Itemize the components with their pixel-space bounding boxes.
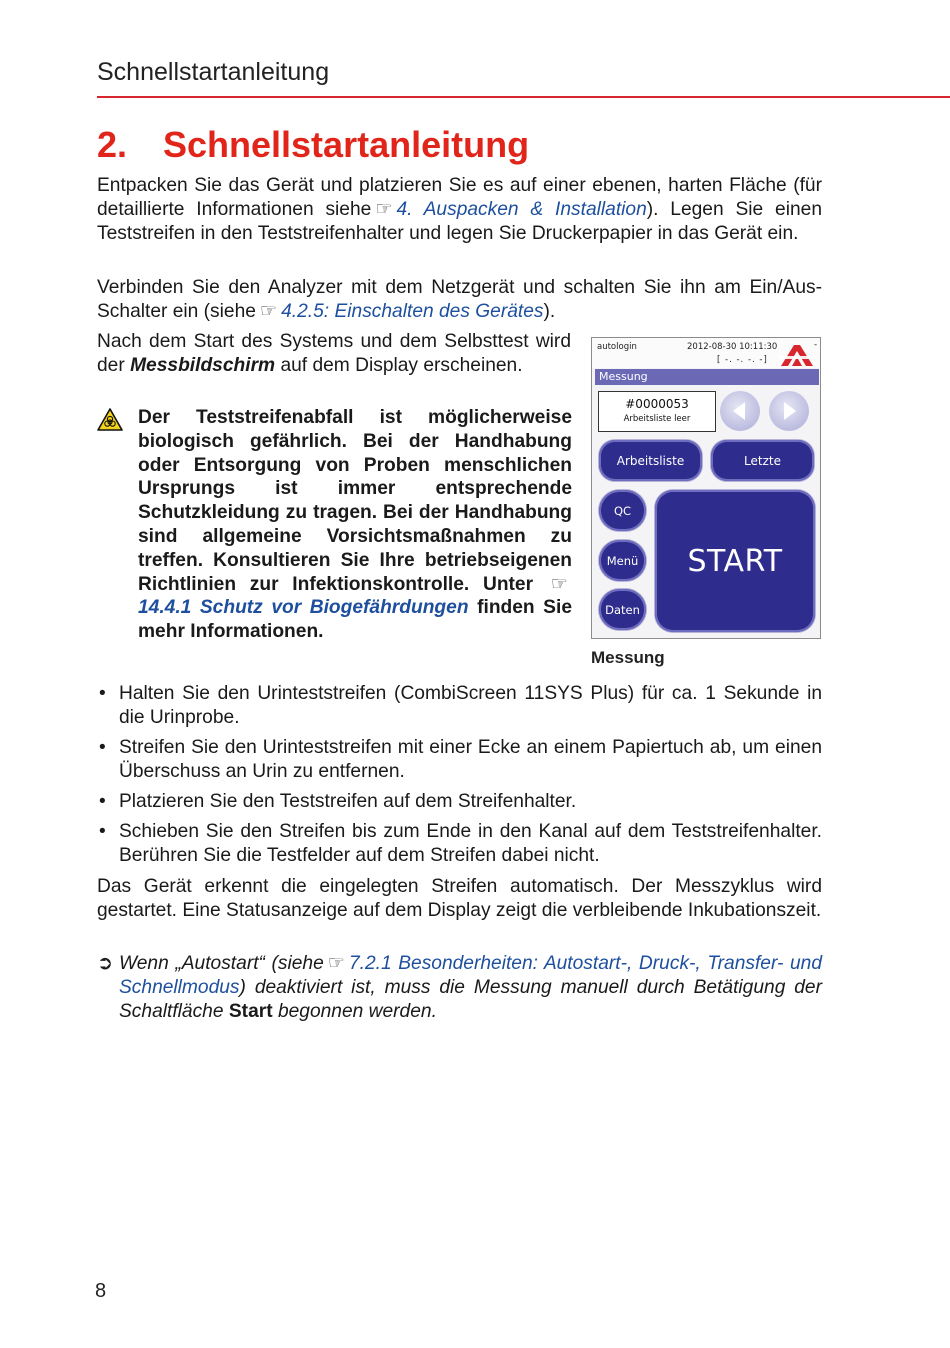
warning-body: Der Teststreifenabfall ist möglicherweise biologisch gefährlich. Bei der Handhabung oder Entsorgung von Proben menschlichen Ursprungs ist immer entsprechende Schutzkleidung zu tragen. Bei der Handhabung sind allgemeine Vorsichtsmaßnahmen zu treffen. Konsultieren Sie Ihre betriebseigenen Richtlinien zur Infektionskontrolle. Unter [138, 407, 572, 595]
para1-text-after: ). Legen Sie einen Teststreifen in den Teststreifenhalter und legen Sie Druckerpapier in das Gerät ein. [97, 199, 822, 244]
chapter-title [97, 124, 529, 166]
measurement-screen-term: Messbildschirm [130, 355, 276, 376]
list-item [97, 682, 822, 730]
arrow-left-icon [728, 399, 752, 423]
device-caption: Messung [591, 648, 665, 667]
start-button[interactable]: START [655, 490, 815, 632]
para1-text: Entpacken Sie das Gerät und platzieren Sie es auf einer ebenen, harten Fläche (für detaillierte Informationen siehe [97, 175, 822, 220]
qc-button[interactable]: QC [599, 490, 646, 531]
list-item-text: Halten Sie den Urinteststreifen (CombiScreen 11SYS Plus) für ca. 1 Sekunde in die Urinprobe. [119, 683, 822, 728]
para3-text: Nach dem Start des Systems und dem Selbsttest wird der [97, 331, 571, 376]
page-number: 8 [95, 1280, 107, 1302]
running-header: Schnellstartanleitung [97, 58, 330, 86]
note-body-after: begonnen werden. [277, 1001, 437, 1022]
sample-id: #0000053 [625, 397, 689, 411]
link-power-on[interactable]: 4.2.5: Einschalten des Gerätes [281, 301, 544, 322]
chapter-title-text: Schnellstartanleitung [163, 124, 530, 165]
pointing-hand-icon: ☞ [327, 953, 345, 974]
previous-arrow-button[interactable] [720, 391, 760, 431]
device-screenshot [591, 337, 821, 639]
worklist-button[interactable]: Arbeitsliste [599, 440, 702, 481]
device-status-bar [592, 338, 820, 368]
menu-button[interactable]: Menü [599, 540, 646, 581]
chapter-number: 2. [97, 124, 128, 165]
startup-paragraph [97, 330, 571, 378]
next-arrow-button[interactable] [769, 391, 809, 431]
link-biohazard-protection[interactable]: 14.4.1 Schutz vor Biogefährdungen [138, 597, 469, 619]
list-item-text: Schieben Sie den Streifen bis zum Ende in den Kanal auf dem Teststreifenhalter. Berühren Sie die Testfelder auf dem Streifen dabei nicht. [119, 821, 822, 866]
device-dash: - [814, 340, 818, 350]
link-unpacking-installation[interactable]: 4. Auspacken & Installation [396, 199, 647, 220]
auto-detect-paragraph: Das Gerät erkennt die eingelegten Streifen automatisch. Der Messzyklus wird gestartet. Eine Statusanzeige auf dem Display zeigt die verbleibende Inkubationszeit. [97, 876, 822, 921]
list-item [97, 790, 822, 814]
intro-paragraph [97, 174, 822, 246]
brand-logo-icon [779, 343, 815, 367]
sample-id-box [598, 391, 716, 432]
pointing-hand-icon: ☞ [550, 573, 568, 595]
list-item [97, 736, 822, 784]
list-item-text: Platzieren Sie den Teststreifen auf dem Streifenhalter. [119, 791, 577, 812]
list-item [97, 820, 822, 868]
para2-text-after: ). [543, 301, 556, 322]
para3-text-after: auf dem Display erscheinen. [280, 355, 523, 376]
para2-text: Verbinden Sie den Analyzer mit dem Netzgerät und schalten Sie ihn am Ein/Aus-Schalter ein (siehe [97, 277, 822, 322]
pointing-hand-icon: ☞ [259, 301, 278, 322]
warning-body-after: finden Sie mehr Informationen. [138, 597, 572, 643]
bullet-dot: • [99, 737, 106, 758]
data-button[interactable]: Daten [599, 589, 646, 630]
header-rule [97, 96, 950, 98]
note-body: Wenn „Autostart“ (siehe [119, 953, 324, 974]
connect-paragraph [97, 276, 822, 324]
warning-text [138, 406, 572, 644]
bullet-dot: • [99, 791, 106, 812]
start-term: Start [228, 1001, 273, 1022]
device-datetime: 2012-08-30 10:11:30 [687, 342, 778, 352]
device-status-brackets: [ -. -. -. -] [717, 355, 768, 365]
note-text [97, 952, 822, 1024]
arrow-right-icon [777, 399, 801, 423]
worklist-status: Arbeitsliste leer [623, 414, 691, 424]
device-screen-title: Messung [595, 369, 819, 385]
device-user: autologin [597, 342, 637, 352]
biohazard-icon [97, 408, 123, 431]
link-autostart-modes[interactable]: 7.2.1 Besonderheiten: Autostart-, Druck-, Transfer- und Schnellmodus [119, 953, 822, 998]
last-button[interactable]: Letzte [711, 440, 814, 481]
bullet-dot: • [99, 821, 106, 842]
list-item-text: Streifen Sie den Urinteststreifen mit einer Ecke an einem Papiertuch ab, um einen Überschuss an Urin zu entfernen. [119, 737, 822, 782]
pointing-hand-icon: ☞ [375, 199, 393, 220]
note-body-middle: ) deaktiviert ist, muss die Messung manuell durch Betätigung der Schaltfläche [119, 977, 822, 1022]
instruction-list [97, 682, 822, 874]
bullet-dot: • [99, 683, 106, 704]
autostart-note [97, 952, 822, 1024]
arrow-right-icon: ➲ [97, 953, 114, 974]
